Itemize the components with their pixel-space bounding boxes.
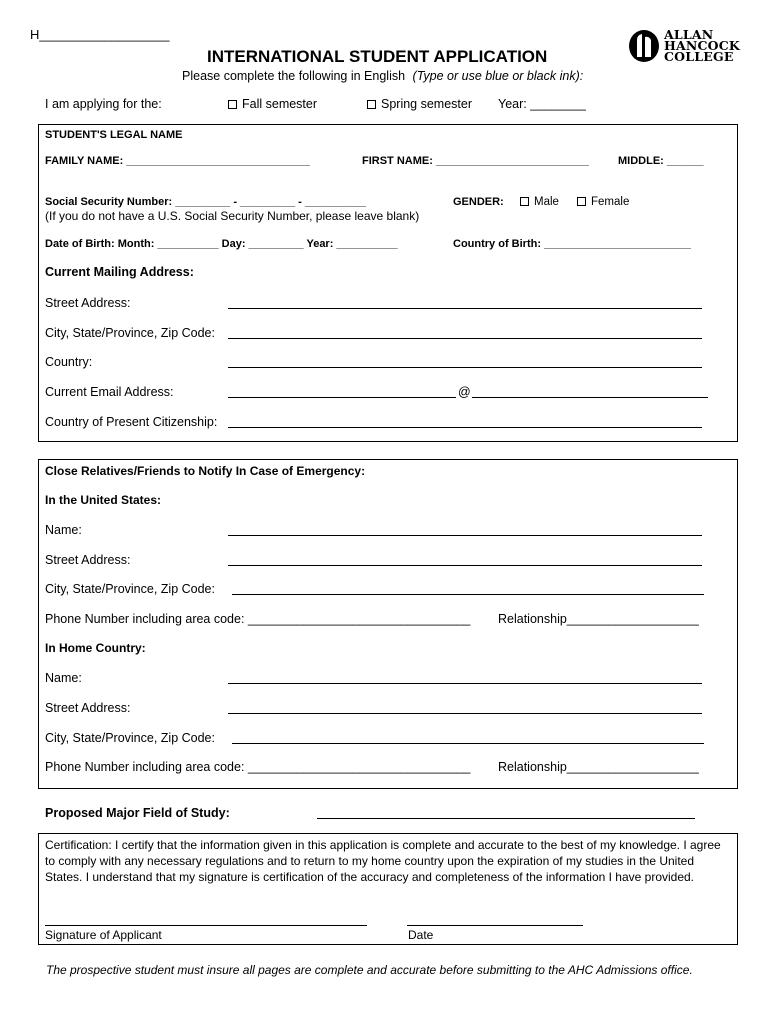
home-relationship-field[interactable]: Relationship___________________	[498, 760, 699, 774]
family-name-field[interactable]: FAMILY NAME: ______________________________	[45, 155, 310, 167]
city-label: City, State/Province, Zip Code:	[45, 326, 215, 340]
country-of-birth-field[interactable]: Country of Birth: ________________________	[453, 238, 691, 250]
logo-line-1: ALLAN	[664, 27, 714, 42]
emergency-heading: Close Relatives/Friends to Notify In Case of Emergency:	[45, 464, 366, 478]
us-name-input[interactable]	[228, 535, 702, 536]
spring-checkbox[interactable]	[367, 100, 376, 109]
country-label: Country:	[45, 355, 93, 369]
us-street-label: Street Address:	[45, 553, 131, 567]
year-field[interactable]: Year: ________	[498, 97, 586, 111]
form-id-field: H__________________	[30, 27, 170, 42]
page-subtitle	[182, 69, 583, 83]
college-logo-text	[664, 29, 740, 62]
date-input[interactable]	[407, 925, 583, 926]
fall-semester-option[interactable]	[228, 97, 317, 111]
email-at-sign: @	[458, 385, 471, 399]
home-name-label: Name:	[45, 671, 82, 685]
major-input[interactable]	[317, 818, 695, 819]
subtitle-main: Please complete the following in English	[182, 69, 406, 83]
footer-note: The prospective student must insure all pages are complete and accurate before submitting to the AHC Admissions office.	[46, 963, 693, 977]
certification-text: Certification: I certify that the information given in this application is complete and accurate to the best of my knowledge. I agree to comply with any necessary regulations and to return to my home country upon the expiration of my studies in the United States. I understand that my signature is certification of the accuracy and completeness of the information I have provided.	[45, 838, 721, 884]
male-label: Male	[534, 196, 559, 208]
logo-line-3: COLLEGE	[664, 49, 734, 64]
major-label: Proposed Major Field of Study:	[45, 806, 230, 820]
country-input[interactable]	[228, 367, 702, 368]
city-input[interactable]	[228, 338, 702, 339]
female-checkbox[interactable]	[577, 197, 586, 206]
legal-name-heading: STUDENT'S LEGAL NAME	[45, 129, 183, 141]
street-address-input[interactable]	[228, 308, 702, 309]
street-address-label: Street Address:	[45, 296, 131, 310]
home-city-label: City, State/Province, Zip Code:	[45, 731, 215, 745]
email-label: Current Email Address:	[45, 385, 174, 399]
signature-input[interactable]	[45, 925, 367, 926]
ssn-field[interactable]: Social Security Number: _________ - _________ - __________	[45, 196, 367, 208]
us-name-label: Name:	[45, 523, 82, 537]
college-logo-icon	[628, 29, 660, 63]
gender-label: GENDER:	[453, 196, 504, 208]
logo-line-2: HANCOCK	[664, 38, 740, 53]
us-contact-heading: In the United States:	[45, 493, 162, 507]
home-city-input[interactable]	[232, 743, 704, 744]
us-city-label: City, State/Province, Zip Code:	[45, 582, 215, 596]
home-street-label: Street Address:	[45, 701, 131, 715]
email-domain-input[interactable]	[472, 397, 708, 398]
citizenship-input[interactable]	[228, 427, 702, 428]
us-phone-field[interactable]: Phone Number including area code: ________________________________	[45, 612, 471, 626]
spring-semester-option[interactable]	[367, 97, 472, 111]
us-street-input[interactable]	[228, 565, 702, 566]
applying-label: I am applying for the:	[45, 97, 162, 111]
gender-female-option[interactable]	[577, 196, 629, 208]
email-user-input[interactable]	[228, 397, 456, 398]
home-name-input[interactable]	[228, 683, 702, 684]
home-street-input[interactable]	[228, 713, 702, 714]
fall-checkbox[interactable]	[228, 100, 237, 109]
home-phone-field[interactable]: Phone Number including area code: ________________________________	[45, 760, 471, 774]
ssn-note: (If you do not have a U.S. Social Security Number, please leave blank)	[45, 209, 420, 223]
home-contact-heading: In Home Country:	[45, 641, 146, 655]
date-label: Date	[408, 928, 434, 942]
us-city-input[interactable]	[232, 594, 704, 595]
date-of-birth-field[interactable]: Date of Birth: Month: __________ Day: _________ Year: __________	[45, 238, 398, 250]
citizenship-label: Country of Present Citizenship:	[45, 415, 218, 429]
subtitle-note: (Type or use blue or black ink):	[412, 69, 584, 83]
gender-male-option[interactable]	[520, 196, 559, 208]
female-label: Female	[591, 196, 630, 208]
page-title: INTERNATIONAL STUDENT APPLICATION	[207, 47, 548, 66]
male-checkbox[interactable]	[520, 197, 529, 206]
signature-label: Signature of Applicant	[45, 928, 162, 942]
mailing-address-heading: Current Mailing Address:	[45, 265, 194, 279]
us-relationship-field[interactable]: Relationship___________________	[498, 612, 699, 626]
first-name-field[interactable]: FIRST NAME: _________________________	[362, 155, 589, 167]
fall-label: Fall semester	[242, 97, 318, 111]
middle-name-field[interactable]: MIDDLE: ______	[618, 155, 704, 167]
spring-label: Spring semester	[381, 97, 473, 111]
